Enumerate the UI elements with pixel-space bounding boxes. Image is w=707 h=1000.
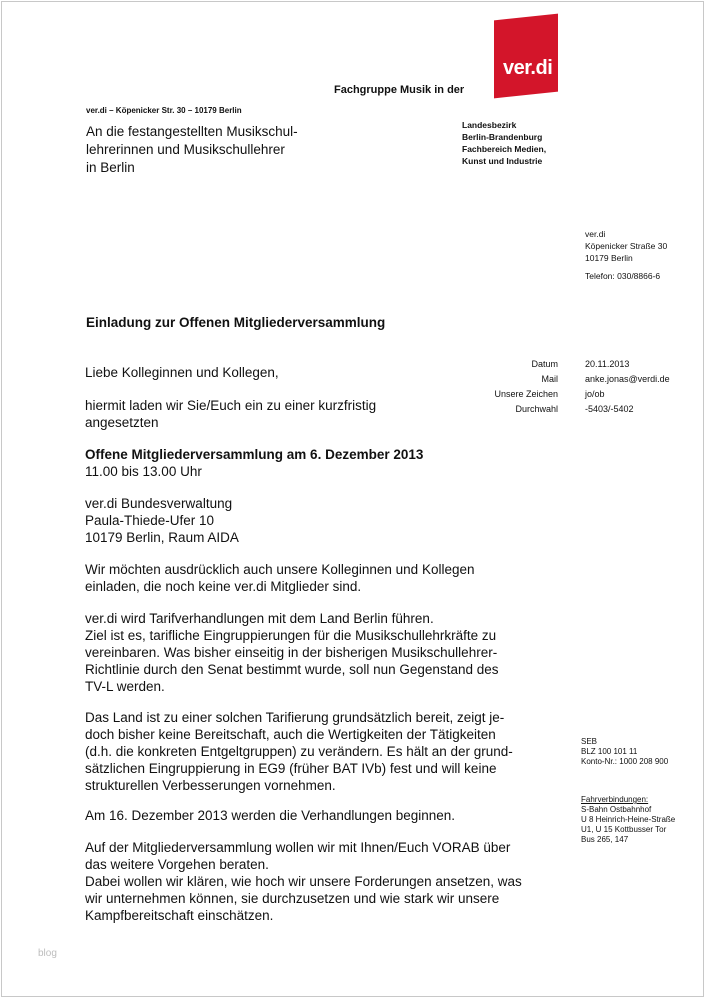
contact-line: Köpenicker Straße 30	[585, 241, 668, 251]
event-title: Offene Mitgliederversammlung am 6. Dezember 2013	[85, 447, 424, 462]
verdi-logo	[494, 14, 558, 99]
transport-line: U1, U 15 Kottbusser Tor	[581, 825, 667, 834]
paragraph-line: sätzlichen Eingruppierung in EG9 (früher BAT IVb) fest und will keine	[85, 761, 497, 776]
paragraph-line: Richtlinie durch den Senat bestimmt wurde, soll nun Gegenstand des	[85, 662, 499, 677]
venue-line: Paula-Thiede-Ufer 10	[85, 513, 215, 528]
sender-line: ver.di – Köpenicker Str. 30 – 10179 Berlin	[86, 106, 242, 115]
durchwahl-label: Durchwahl	[515, 404, 558, 414]
transport-connections	[581, 795, 675, 845]
paragraph-1	[85, 561, 474, 595]
paragraph-line: strukturellen Verbesserungen vornehmen.	[85, 778, 336, 793]
landesbezirk-line: Landesbezirk	[462, 120, 517, 130]
greeting: Liebe Kolleginnen und Kollegen,	[85, 365, 279, 380]
recipient-line: in Berlin	[86, 160, 135, 175]
venue-line: 10179 Berlin, Raum AIDA	[85, 530, 239, 545]
transport-line: U 8 Heinrich-Heine-Straße	[581, 815, 676, 824]
venue-block	[85, 495, 239, 546]
zeichen-label: Unsere Zeichen	[494, 389, 558, 399]
transport-line: S-Bahn Ostbahnhof	[581, 805, 652, 814]
datum-label: Datum	[531, 359, 558, 369]
contact-block	[585, 228, 667, 264]
contact-line: 10179 Berlin	[585, 253, 633, 263]
transport-line: Bus 265, 147	[581, 835, 629, 844]
intro-line: hiermit laden wir Sie/Euch ein zu einer kurzfristig	[85, 398, 377, 413]
subject-line: Einladung zur Offenen Mitgliederversammlung	[86, 315, 386, 330]
telefon: Telefon: 030/8866-6	[585, 271, 661, 281]
recipient-line: lehrerinnen und Musikschullehrer	[86, 142, 285, 157]
verdi-logo-text: ver.di	[503, 57, 553, 79]
paragraph-line: wir unternehmen können, sie durchzusetzen und wie stark wir unsere	[85, 891, 500, 906]
paragraph-line: Ziel ist es, tarifliche Eingruppierungen für die Musikschullehrkräfte zu	[85, 628, 497, 643]
paragraph-line: ver.di wird Tarifverhandlungen mit dem Land Berlin führen.	[85, 611, 434, 626]
bank-details	[581, 737, 668, 767]
paragraph-2	[85, 610, 498, 695]
event-time: 11.00 bis 13.00 Uhr	[85, 464, 202, 479]
watermark: blog	[38, 948, 57, 959]
paragraph-line: doch bisher keine Bereitschaft, auch die Wertigkeiten der Tätigkeiten	[85, 727, 496, 742]
recipient-line: An die festangestellten Musikschul-	[86, 124, 298, 139]
venue-line: ver.di Bundesverwaltung	[85, 496, 233, 511]
landesbezirk-line: Berlin-Brandenburg	[462, 132, 543, 142]
paragraph-line: das weitere Vorgehen beraten.	[85, 857, 269, 872]
paragraph-line: Wir möchten ausdrücklich auch unsere Kolleginnen und Kollegen	[85, 562, 475, 577]
paragraph-line: TV-L werden.	[85, 679, 165, 694]
landesbezirk-line: Fachbereich Medien,	[462, 144, 547, 154]
mail-value: anke.jonas@verdi.de	[585, 374, 670, 384]
paragraph-3	[85, 709, 513, 794]
transport-title: Fahrverbindungen:	[581, 795, 649, 804]
intro-line: angesetzten	[85, 415, 159, 430]
contact-line: ver.di	[585, 229, 606, 239]
landesbezirk-line: Kunst und Industrie	[462, 156, 543, 166]
landesbezirk-block	[462, 119, 546, 167]
paragraph-4: Am 16. Dezember 2013 werden die Verhandlungen beginnen.	[85, 808, 456, 823]
recipient-address	[86, 123, 298, 177]
bank-line: SEB	[581, 737, 598, 746]
bank-line: Konto-Nr.: 1000 208 900	[581, 757, 669, 766]
fachgruppe-heading: Fachgruppe Musik in der	[334, 84, 465, 96]
bank-line: BLZ 100 101 11	[581, 747, 638, 756]
zeichen-value: jo/ob	[585, 389, 605, 399]
paragraph-line: vereinbaren. Was bisher einseitig in der bisherigen Musikschullehrer-	[85, 645, 498, 660]
datum-value: 20.11.2013	[585, 359, 630, 369]
paragraph-line: (d.h. die konkreten Entgeltgruppen) zu verändern. Es hält an der grund-	[85, 744, 513, 759]
paragraph-line: einladen, die noch keine ver.di Mitglieder sind.	[85, 579, 362, 594]
intro-paragraph	[85, 397, 376, 431]
paragraph-5	[85, 839, 522, 924]
durchwahl-value: -5403/-5402	[585, 404, 634, 414]
paragraph-line: Dabei wollen wir klären, wie hoch wir unsere Forderungen ansetzen, was	[85, 874, 522, 889]
mail-label: Mail	[541, 374, 558, 384]
paragraph-line: Das Land ist zu einer solchen Tarifierung grundsätzlich bereit, zeigt je-	[85, 710, 505, 725]
paragraph-line: Kampfbereitschaft einschätzen.	[85, 908, 274, 923]
paragraph-line: Auf der Mitgliederversammlung wollen wir mit Ihnen/Euch VORAB über	[85, 840, 511, 855]
